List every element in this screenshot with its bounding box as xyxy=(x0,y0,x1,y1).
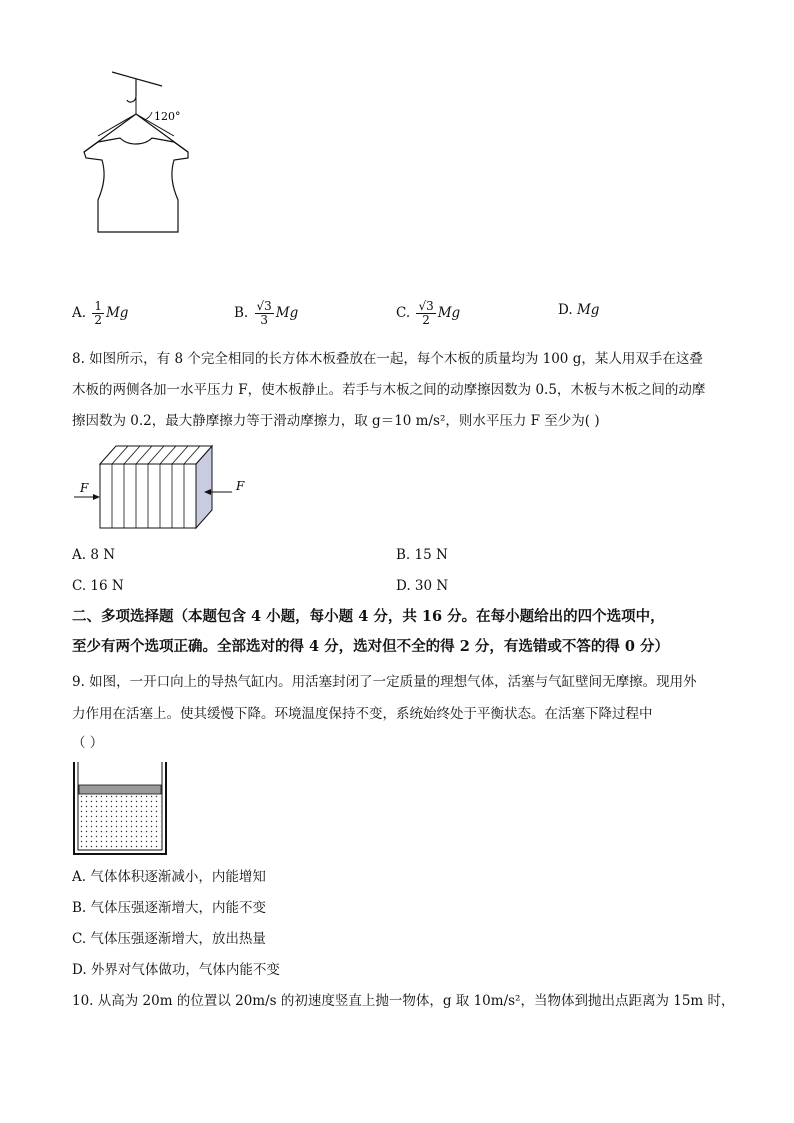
q9-line-1: 9. 如图，一开口向上的导热气缸内。用活塞封闭了一定质量的理想气体，活塞与气缸壁间无摩擦。现用外 xyxy=(72,674,697,690)
hanger-shirt-figure xyxy=(70,66,210,238)
q10-line-1: 10. 从高为 20m 的位置以 20m/s 的初速度竖直上抛一物体，g 取 10m/s²，当物体到抛出点距离为 15m 时， xyxy=(72,993,735,1009)
force-label-right: F xyxy=(236,479,245,493)
q7-option-d: D. Mg xyxy=(558,302,600,318)
q8-line-3: 擦因数为 0.2，最大静摩擦力等于滑动摩擦力，取 g＝10 m/s²，则水平压力 F 至少为( ) xyxy=(72,413,600,429)
q8-option-a: A. 8 N xyxy=(72,547,116,563)
q8-option-d: D. 30 N xyxy=(396,578,449,594)
q9-option-c: C. 气体压强逐渐增大，放出热量 xyxy=(72,931,266,947)
q9-option-b: B. 气体压强逐渐增大，内能不变 xyxy=(72,900,267,916)
fraction: $\frac{√3}{3}$ xyxy=(256,299,272,327)
q7-option-a: A. $\frac{1}{2}$ Mg xyxy=(72,299,129,327)
boards-figure xyxy=(70,440,260,532)
q7-option-c: C. $\frac{√3}{2}$ Mg xyxy=(396,299,461,327)
q9-option-a: A. 气体体积逐渐减小，内能增知 xyxy=(72,869,266,885)
angle-label: 120° xyxy=(154,110,181,123)
q9-option-d: D. 外界对气体做功，气体内能不变 xyxy=(72,962,280,978)
section-heading-line-1: 二、多项选择题（本题包含 4 小题，每小题 4 分，共 16 分。在每小题给出的四个选项中， xyxy=(72,608,665,625)
q9-line-3: （ ） xyxy=(72,735,104,751)
q7-option-b: B. $\frac{√3}{3}$ Mg xyxy=(234,299,299,327)
fraction: $\frac{√3}{2}$ xyxy=(418,299,434,327)
q8-line-1: 8. 如图所示，有 8 个完全相同的长方体木板叠放在一起，每个木板的质量均为 100 g，某人用双手在这叠 xyxy=(72,351,703,367)
q8-option-c: C. 16 N xyxy=(72,578,124,594)
q8-option-b: B. 15 N xyxy=(396,547,448,563)
force-label-left: F xyxy=(80,481,89,495)
cylinder-piston-figure xyxy=(70,760,170,858)
fraction: $\frac{1}{2}$ xyxy=(94,299,102,327)
section-heading-line-2: 至少有两个选项正确。全部选对的得 4 分，选对但不全的得 2 分，有选错或不答的得 0 分） xyxy=(72,638,670,655)
q8-line-2: 木板的两侧各加一水平压力 F，使木板静止。若手与木板之间的动摩擦因数为 0.5，木板与木板之间的动摩 xyxy=(72,382,706,398)
q9-line-2: 力作用在活塞上。使其缓慢下降。环境温度保持不变，系统始终处于平衡状态。在活塞下降过程中 xyxy=(72,706,653,722)
